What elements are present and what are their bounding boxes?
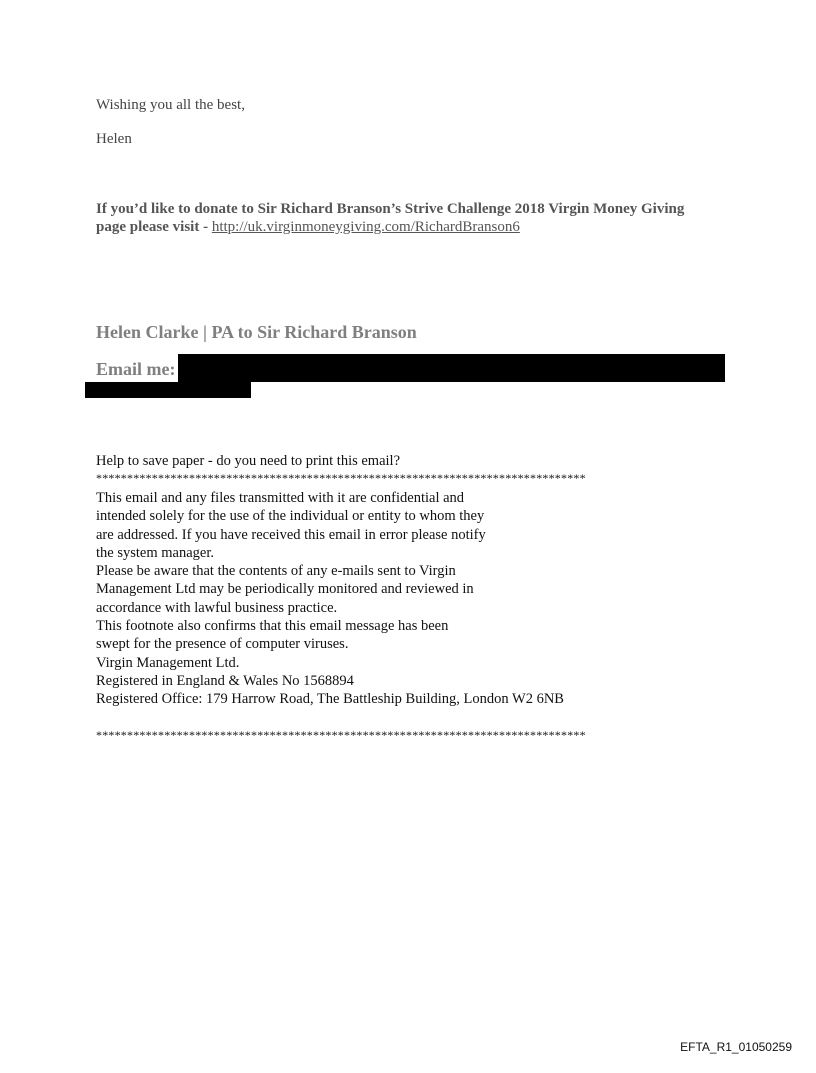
separator-stars-top: ******************************************************************************* [96, 471, 586, 485]
disclaimer-line: accordance with lawful business practice. [96, 599, 338, 616]
disclaimer-line: swept for the presence of computer viruses. [96, 636, 349, 653]
signature-name-title: Helen Clarke | PA to Sir Richard Branson [96, 322, 417, 342]
donation-paragraph [96, 200, 716, 236]
disclaimer-line: are addressed. If you have received this email in error please notify [96, 526, 486, 543]
donation-link[interactable]: http://uk.virginmoneygiving.com/RichardBranson6 [211, 219, 520, 235]
disclaimer-line: the system manager. [96, 544, 214, 561]
signoff-name: Helen [96, 131, 132, 147]
separator-stars-bottom: ******************************************************************************* [96, 728, 586, 742]
redaction-box [85, 382, 251, 398]
disclaimer-line: Virgin Management Ltd. [96, 654, 240, 671]
confidentiality-disclaimer [96, 489, 564, 709]
closing-line: Wishing you all the best, [96, 97, 245, 113]
redaction-box [178, 354, 725, 382]
disclaimer-line: Registered in England & Wales No 1568894 [96, 672, 354, 689]
disclaimer-line: Management Ltd may be periodically monitored and reviewed in [96, 581, 474, 598]
disclaimer-line: intended solely for the use of the individual or entity to whom they [96, 508, 485, 525]
signature-email-label: Email me: [96, 359, 176, 379]
bates-number: EFTA_R1_01050259 [680, 1040, 792, 1054]
disclaimer-line: Registered Office: 179 Harrow Road, The Battleship Building, London W2 6NB [96, 691, 564, 708]
disclaimer-line: This email and any files transmitted with it are confidential and [96, 490, 465, 506]
print-reminder: Help to save paper - do you need to print this email? [96, 453, 401, 469]
disclaimer-line: Please be aware that the contents of any e-mails sent to Virgin [96, 563, 456, 580]
disclaimer-line: This footnote also confirms that this email message has been [96, 618, 449, 635]
donation-text: If you’d like to donate to Sir Richard Branson’s Strive Challenge 2018 Virgin Money Giving page please visit - [96, 201, 685, 235]
